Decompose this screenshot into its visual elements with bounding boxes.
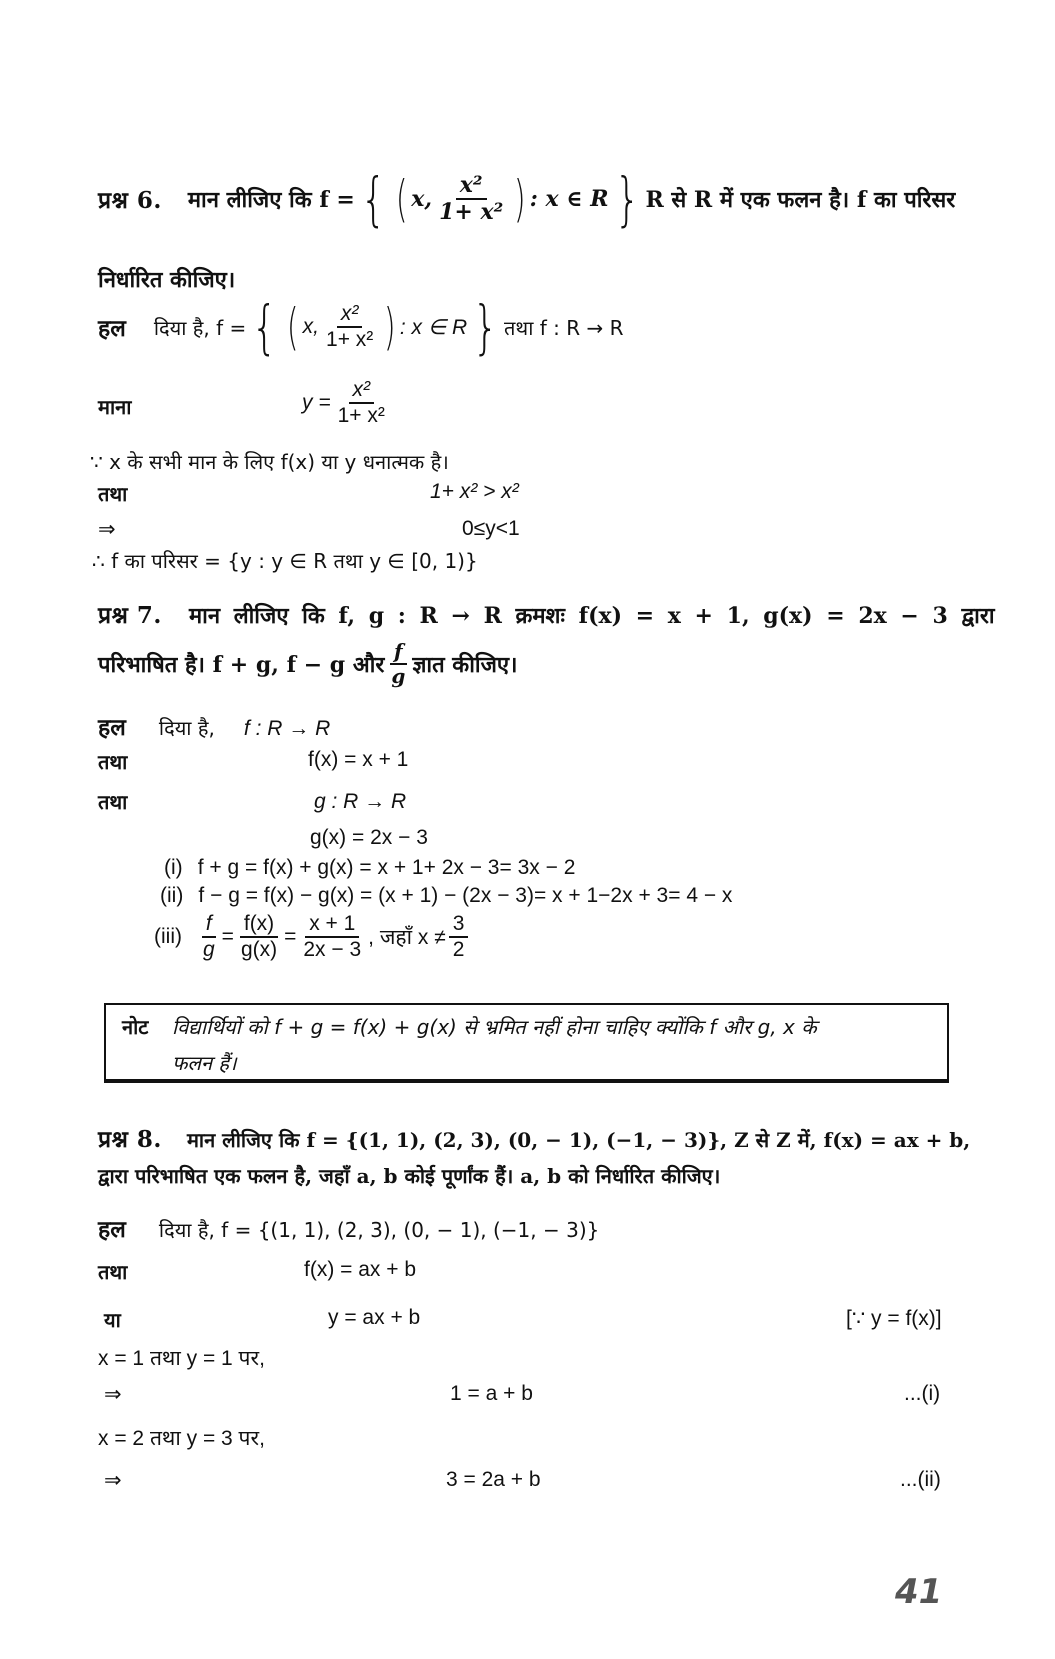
q8-text: मान लीजिए कि f = {(1, 1), (2, 3), (0, − 1), (−1, − 3)}, Z से Z में, f(x) = ax + b, (186, 1128, 971, 1152)
fraction-numerator: f(x) (240, 912, 278, 938)
implies-arrow: ⇒ (98, 518, 116, 541)
range-inequality: 0≤y<1 (462, 517, 520, 540)
q7-fraction (387, 640, 409, 688)
q7-line2-pre: परिभाषित है। f + g, f − g और (98, 652, 385, 678)
close-brace: } (472, 293, 499, 361)
conclusion: ∴ f का परिसर = {y : y ∈ R तथा y ∈ [0, 1)} (92, 549, 478, 573)
fraction-f-over-g (199, 912, 219, 962)
q6-set-x: x, (411, 186, 433, 212)
fraction-fx-over-gx (237, 912, 281, 962)
question-label: प्रश्न 8. (98, 1126, 162, 1153)
equation-2: 3 = 2a + b (446, 1468, 541, 1491)
since-line: ∵ x के सभी मान के लिए f(x) या y धनात्मक है। (90, 450, 449, 474)
q8-solution-given (98, 1212, 599, 1244)
fraction-denominator: 2 (452, 938, 465, 962)
q7-line2 (98, 640, 517, 688)
part-i (164, 856, 575, 880)
q7-text: मान लीजिए कि f, g : R → R क्रमशः f(x) = x + 1, g(x) = 2x − 3 द्वारा (188, 603, 995, 629)
inequality: 1+ x² > x² (430, 480, 519, 503)
part-label: (i) (164, 856, 183, 879)
also-label: तथा (98, 482, 128, 506)
also-label: तथा (98, 1260, 128, 1284)
equation-1: 1 = a + b (450, 1382, 533, 1405)
implies-arrow: ⇒ (104, 1469, 122, 1492)
q7-line1 (98, 598, 995, 630)
q7-solution-given (98, 710, 330, 742)
note-box (104, 1003, 949, 1083)
q6-line1 (98, 165, 956, 233)
q6-text-post: R से R में एक फलन है। f का परिसर (645, 187, 956, 213)
f-mapping: f : R → R (243, 717, 331, 740)
close-brace: } (614, 165, 640, 233)
q6-text-pre: मान लीजिए कि f = (187, 187, 355, 213)
case-1: x = 1 तथा y = 1 पर, (98, 1347, 265, 1370)
q6-set-condition: : x ∈ R (529, 186, 609, 212)
set-x: x, (302, 315, 320, 338)
solution-label: हल (98, 316, 126, 342)
given-text: दिया है, f = {(1, 1), (2, 3), (0, − 1), (−1, − 3)} (158, 1218, 600, 1242)
condition-text: , जहाँ x ≠ (368, 926, 446, 950)
given-post: तथा f : R → R (504, 315, 624, 340)
fraction-three-halves (449, 912, 469, 962)
also-label: तथा (98, 750, 128, 774)
given-fraction (322, 302, 377, 352)
fraction-numerator: x² (349, 378, 375, 404)
part-label: (ii) (160, 884, 184, 907)
y-reason: [∵ y = f(x)] (846, 1307, 942, 1330)
let-label: माना (98, 395, 132, 419)
q8-line2: द्वारा परिभाषित एक फलन है, जहाँ a, b कोई पूर्णांक हैं। a, b को निर्धारित कीजिए। (98, 1164, 721, 1188)
y-definition: y = ax + b (328, 1306, 421, 1329)
open-brace: { (251, 293, 278, 361)
fraction-numerator: f (202, 912, 216, 938)
g-mapping: g : R → R (314, 790, 407, 813)
open-brace: { (360, 165, 387, 233)
close-paren: ) (384, 298, 396, 356)
let-equation (302, 378, 392, 428)
close-paren: ) (514, 170, 526, 228)
q7-line2-post: ज्ञात कीजिए। (412, 652, 518, 678)
fraction-denominator: 1+ x² (326, 328, 374, 351)
solution-label: हल (98, 715, 126, 741)
also-label: तथा (98, 790, 128, 814)
equals-sign: = (284, 925, 297, 949)
note-line-1: विद्यार्थियों को f + g = f(x) + g(x) से भ्रमित नहीं होना चाहिए क्योंकि f और g, x के (172, 1015, 817, 1039)
part-i-equation: f + g = f(x) + g(x) = x + 1+ 2x − 3= 3x − 2 (197, 856, 576, 879)
let-lhs: y = (302, 391, 331, 415)
q6-line2: निर्धारित कीजिए। (98, 267, 236, 293)
part-iii (154, 912, 471, 962)
fraction-numerator: x² (337, 302, 363, 328)
fraction-numerator: 3 (449, 912, 469, 938)
or-label: या (104, 1308, 121, 1332)
equation-1-tag: ...(i) (904, 1382, 941, 1405)
let-fraction (334, 378, 389, 428)
question-label: प्रश्न 6. (98, 187, 162, 214)
q8-line1 (98, 1122, 970, 1154)
given-text: दिया है, (158, 716, 215, 740)
fraction-numerator: x² (456, 173, 487, 200)
q6-fraction (435, 173, 507, 226)
fraction-result (299, 912, 365, 962)
note-label: नोट (122, 1015, 149, 1039)
fraction-numerator: x + 1 (305, 912, 359, 938)
given-text: दिया है, f = (153, 315, 247, 340)
part-label: (iii) (154, 925, 182, 949)
solution-label: हल (98, 1217, 126, 1243)
implies-arrow: ⇒ (104, 1383, 122, 1406)
fraction-denominator: g (391, 664, 406, 688)
question-label: प्रश्न 7. (98, 602, 162, 629)
equals-sign: = (221, 925, 234, 949)
set-condition: : x ∈ R (399, 315, 468, 339)
note-line-2: फलन हैं। (172, 1051, 237, 1075)
open-paren: ( (287, 298, 299, 356)
f-definition: f(x) = x + 1 (308, 748, 409, 771)
q6-solution-given (98, 293, 624, 361)
fraction-denominator: 2x − 3 (303, 938, 362, 962)
case-2: x = 2 तथा y = 3 पर, (98, 1427, 265, 1450)
equation-2-tag: ...(ii) (900, 1468, 941, 1491)
fraction-denominator: g(x) (240, 938, 278, 962)
fraction-denominator: 1+ x² (439, 199, 504, 225)
fraction-numerator: f (390, 640, 407, 665)
f-definition: f(x) = ax + b (304, 1258, 417, 1281)
g-definition: g(x) = 2x − 3 (310, 826, 428, 849)
fraction-denominator: 1+ x² (337, 404, 385, 428)
fraction-denominator: g (202, 938, 215, 962)
part-ii (160, 884, 732, 908)
part-ii-equation: f − g = f(x) − g(x) = (x + 1) − (2x − 3)= x + 1−2x + 3= 4 − x (198, 884, 733, 907)
open-paren: ( (395, 170, 408, 228)
page-number: 41 (895, 1572, 943, 1612)
